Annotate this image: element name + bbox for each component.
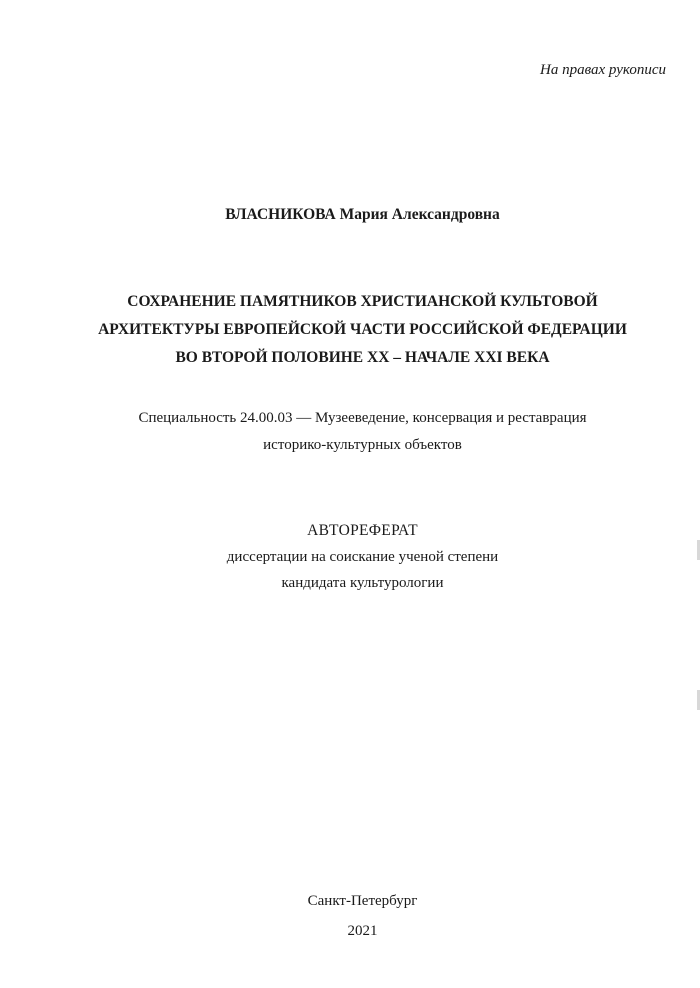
title-line: СОХРАНЕНИЕ ПАМЯТНИКОВ ХРИСТИАНСКОЙ КУЛЬТОВОЙ xyxy=(127,293,598,310)
abstract-heading: АВТОРЕФЕРАТ xyxy=(307,522,418,539)
abstract-line: диссертации на соискание ученой степени xyxy=(226,549,499,565)
specialty-line: историко-культурных объектов xyxy=(263,437,462,453)
specialty-line: Специальность 24.00.03 — Музееведение, консервация и реставрация xyxy=(138,410,587,426)
author-given-names: Мария Александровна xyxy=(339,206,500,223)
title-line: АРХИТЕКТУРЫ ЕВРОПЕЙСКОЙ ЧАСТИ РОССИЙСКОЙ ФЕДЕРАЦИИ xyxy=(98,321,627,338)
abstract-line: кандидата культурологии xyxy=(281,575,444,591)
publication-city: Санкт-Петербург xyxy=(307,893,418,909)
publication-info xyxy=(0,886,700,946)
rights-note: На правах рукописи xyxy=(540,62,666,78)
author-surname: ВЛАСНИКОВА xyxy=(225,206,336,223)
dissertation-title xyxy=(0,288,700,372)
publication-year: 2021 xyxy=(347,923,378,939)
title-line: ВО ВТОРОЙ ПОЛОВИНЕ XX – НАЧАЛЕ XXI ВЕКА xyxy=(175,349,550,366)
author-name xyxy=(0,206,700,224)
abstract-block xyxy=(0,518,700,596)
specialty xyxy=(0,405,700,459)
